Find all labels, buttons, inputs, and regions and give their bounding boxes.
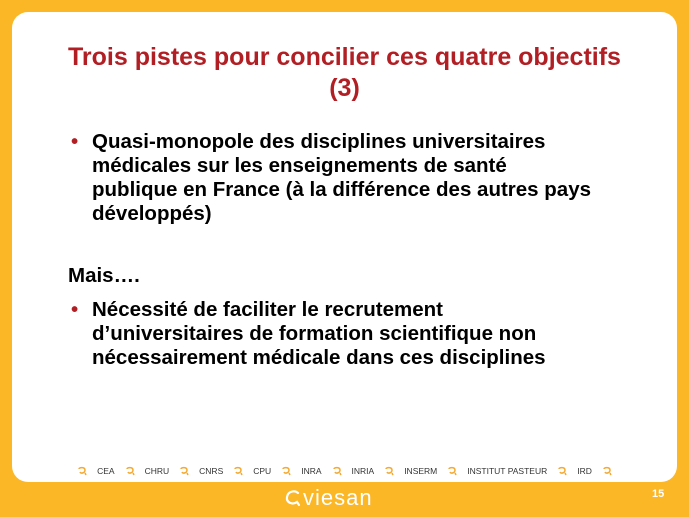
partner-name: IRD (577, 466, 592, 476)
swirl-icon (179, 466, 189, 476)
partner-name: INSTITUT PASTEUR (467, 466, 548, 476)
bullet-item (68, 130, 658, 226)
partner-name: CEA (97, 466, 115, 476)
slide-card (12, 12, 677, 482)
bullet-line: Quasi-monopole des disciplines universitaires (92, 130, 546, 153)
swirl-icon (602, 466, 612, 476)
bullet-line: nécessairement médicale dans ces disciplines (92, 346, 546, 369)
aviesan-a-logo-icon (284, 489, 302, 507)
aviesan-logo (284, 485, 373, 511)
partner-name: INRIA (351, 466, 375, 476)
partner-name: INRA (301, 466, 322, 476)
mais-heading: Mais…. (68, 264, 140, 287)
bullet-line: d’universitaires de formation scientifique non (92, 322, 537, 345)
swirl-icon (125, 466, 135, 476)
bullet-line: médicales sur les enseignements de santé (92, 154, 507, 177)
partner-name: CNRS (199, 466, 224, 476)
swirl-icon (233, 466, 243, 476)
bullet-line: développés) (92, 202, 212, 225)
swirl-icon (384, 466, 394, 476)
swirl-icon (447, 466, 457, 476)
swirl-icon (332, 466, 342, 476)
bullet-text (92, 298, 658, 370)
bullet-line: publique en France (à la différence des autres pays (92, 178, 591, 201)
partner-footer (12, 463, 677, 479)
partner-name: INSERM (404, 466, 438, 476)
bullet-text (92, 130, 658, 226)
bullet-line: Nécessité de faciliter le recrutement (92, 298, 443, 321)
partner-name: CHRU (144, 466, 170, 476)
partner-name: CPU (253, 466, 272, 476)
title-line: Trois pistes pour concilier ces quatre objectifs (68, 43, 621, 71)
bullet-symbol: • (71, 298, 79, 321)
swirl-icon (77, 466, 87, 476)
logo-text: viesan (303, 485, 373, 510)
page-number: 15 (652, 488, 665, 500)
bullet-item (68, 298, 658, 370)
bullet-symbol: • (71, 130, 79, 153)
slide-title (12, 42, 677, 104)
swirl-icon (557, 466, 567, 476)
title-line: (3) (329, 74, 360, 102)
swirl-icon (281, 466, 291, 476)
slide-body (68, 130, 658, 370)
